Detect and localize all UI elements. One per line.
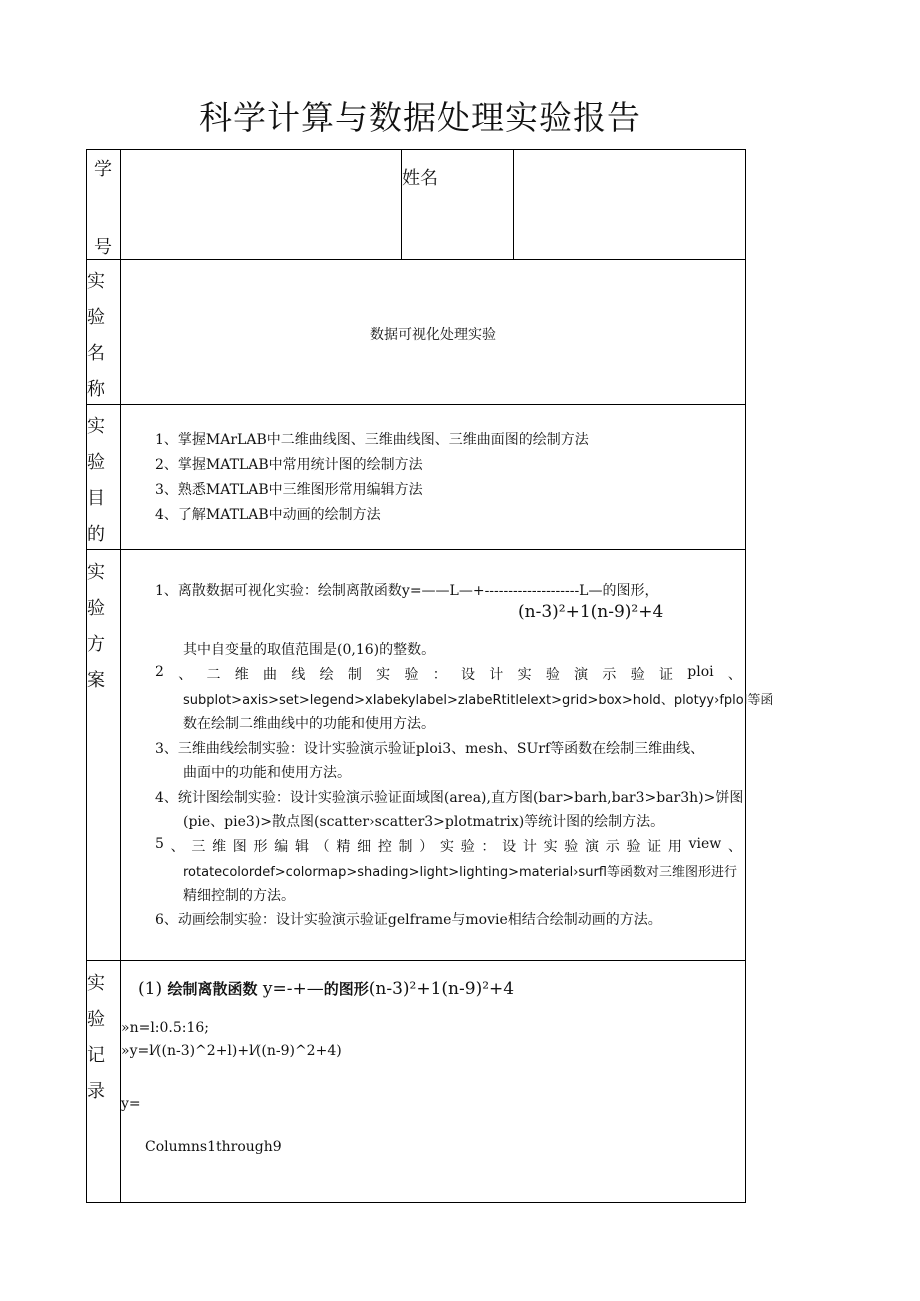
- plan-item-5-token: 示: [605, 839, 620, 855]
- plan-item-2-token: 实: [517, 667, 532, 683]
- plan-item-5-token: 细: [357, 839, 372, 855]
- plan-item-5-line-1: [155, 836, 742, 856]
- plan-item-5-token: （: [315, 839, 330, 855]
- record-heading-number: (1): [138, 979, 163, 999]
- plan-item-5-token: view: [688, 836, 722, 852]
- student-id-label-top: 学: [94, 159, 112, 180]
- plan-item-6: 6、动画绘制实验：设计实验演示验证gelframe与movie相结合绘制动画的方法。: [155, 912, 662, 928]
- plan-item-1-range: 其中自变量的取值范围是(0,16)的整数。: [183, 642, 436, 658]
- purpose-item-4: 4、了解MATLAB中动画的绘制方法: [155, 507, 381, 523]
- plan-item-5-token: ）: [419, 839, 434, 855]
- row-divider-4: [86, 960, 746, 961]
- plan-item-2-token: 维: [234, 667, 249, 683]
- row-divider-1: [86, 259, 746, 260]
- plan-item-2-token: 二: [206, 667, 221, 683]
- plan-item-2-token: 制: [347, 667, 362, 683]
- plan-item-2-token: ploi: [687, 664, 714, 680]
- record-heading-text: 绘制离散函数: [167, 980, 258, 998]
- purpose-item-1: 1、掌握MArLAB中二维曲线图、三维曲线图、三维曲面图的绘制方法: [155, 432, 589, 448]
- plan-item-5-token: 精: [336, 839, 351, 855]
- plan-item-5-token: 用: [667, 839, 682, 855]
- record-code-line-1: »n=l:0.5:16;: [121, 1020, 210, 1036]
- record-code-line-2: »y=l⁄((n-3)^2+l)+l⁄((n-9)^2+4): [121, 1043, 342, 1059]
- plan-item-2-line-1: [155, 664, 742, 684]
- table-border-bottom: [86, 1202, 746, 1203]
- record-heading-formula: (n-3)²+1(n-9)²+4: [368, 979, 515, 999]
- table-border-top: [86, 149, 746, 150]
- plan-item-2-line-2: subplot>axis>set>legend>xIabekylabel>zlabeRtitlelext>grid>box>hold、plotyy›fplol等函: [183, 693, 774, 708]
- record-heading-function: y=-+—: [262, 979, 324, 999]
- purpose-item-3: 3、熟悉MATLAB中三维图形常用编辑方法: [155, 482, 423, 498]
- plan-item-2-token: 、: [727, 667, 742, 683]
- plan-item-2-token: 实: [376, 667, 391, 683]
- plan-item-5-token: 、: [727, 839, 742, 855]
- plan-item-2-token: 验: [404, 667, 419, 683]
- record-output-y: y=: [121, 1096, 141, 1112]
- plan-item-5-token: 、: [170, 839, 185, 855]
- plan-item-5-token: 计: [522, 839, 537, 855]
- plan-item-2-token: 验: [545, 667, 560, 683]
- plan-item-5-token: 控: [377, 839, 392, 855]
- plan-item-2-token: 验: [630, 667, 645, 683]
- plan-item-2-token: 线: [291, 667, 306, 683]
- plan-item-2-token: 示: [602, 667, 617, 683]
- plan-item-5-token: 维: [212, 839, 227, 855]
- record-heading-text-2: 的图形: [323, 980, 369, 998]
- plan-item-5-token: 实: [439, 839, 454, 855]
- plan-item-5-token: 证: [647, 839, 662, 855]
- plan-item-5-token: 辑: [294, 839, 309, 855]
- plan-item-2-token: 、: [178, 667, 193, 683]
- plan-item-5-token: 制: [398, 839, 413, 855]
- plan-item-1: 1、离散数据可视化实验：绘制离散函数y=——L—+--------------------L—的图形，: [155, 583, 659, 599]
- name-value-left-border: [513, 149, 514, 260]
- record-output-columns: Columns1through9: [145, 1139, 282, 1155]
- purpose-item-2: 2、掌握MATLAB中常用统计图的绘制方法: [155, 457, 423, 473]
- plan-item-5-token: 图: [232, 839, 247, 855]
- plan-item-2-token: 计: [489, 667, 504, 683]
- name-label: 姓名: [402, 168, 438, 189]
- plan-item-5-token: 5: [155, 836, 164, 852]
- table-border-right: [745, 149, 746, 1203]
- plan-item-5-token: 验: [626, 839, 641, 855]
- plan-item-2-token: 证: [658, 667, 673, 683]
- plan-item-2-token: 演: [574, 667, 589, 683]
- plan-item-5-line-2: rotatecolordef>colormap>shading>light>lighting>material›surfl等函数对三维图形进行: [183, 865, 737, 880]
- row-divider-3: [86, 549, 746, 550]
- plan-item-5-token: ：: [481, 839, 496, 855]
- plan-item-5-token: 演: [585, 839, 600, 855]
- page-title: 科学计算与数据处理实验报告: [199, 98, 641, 137]
- plan-item-5-line-3: 精细控制的方法。: [183, 888, 295, 904]
- plan-item-2-token: 设: [461, 667, 476, 683]
- plan-item-2-token: 曲: [263, 667, 278, 683]
- row-divider-2: [86, 404, 746, 405]
- plan-item-2-token: 2: [155, 664, 164, 680]
- plan-item-5-token: 验: [564, 839, 579, 855]
- plan-item-3-line-1: 3、三维曲线绘制实验：设计实验演示验证ploi3、mesh、SUrf等函数在绘制三维曲线、: [155, 741, 705, 757]
- plan-item-5-token: 形: [253, 839, 268, 855]
- plan-item-5-token: 实: [543, 839, 558, 855]
- plan-item-4-line-1: 4、统计图绘制实验：设计实验演示验证面域图(area),直方图(bar>barh,bar3>bar3h)>饼图: [155, 790, 744, 806]
- plan-item-3-line-2: 曲面中的功能和使用方法。: [183, 765, 351, 781]
- record-heading: [138, 978, 514, 999]
- student-id-label-bottom: 号: [94, 237, 112, 258]
- plan-item-5-token: 验: [460, 839, 475, 855]
- plan-item-2-token: 绘: [319, 667, 334, 683]
- plan-item-5-token: 三: [191, 839, 206, 855]
- experiment-name: 数据可视化处理实验: [370, 327, 496, 343]
- plan-item-2-line-3: 数在绘制二维曲线中的功能和使用方法。: [183, 716, 435, 732]
- plan-item-1-formula: (n-3)²+1(n-9)²+4: [518, 602, 664, 622]
- plan-item-5-token: 设: [502, 839, 517, 855]
- plan-item-2-token: ：: [432, 667, 447, 683]
- plan-item-4-line-2: (pie、pie3)>散点图(scatter›scatter3>plotmatrix)等统计图的绘制方法。: [183, 814, 665, 830]
- plan-item-5-token: 编: [274, 839, 289, 855]
